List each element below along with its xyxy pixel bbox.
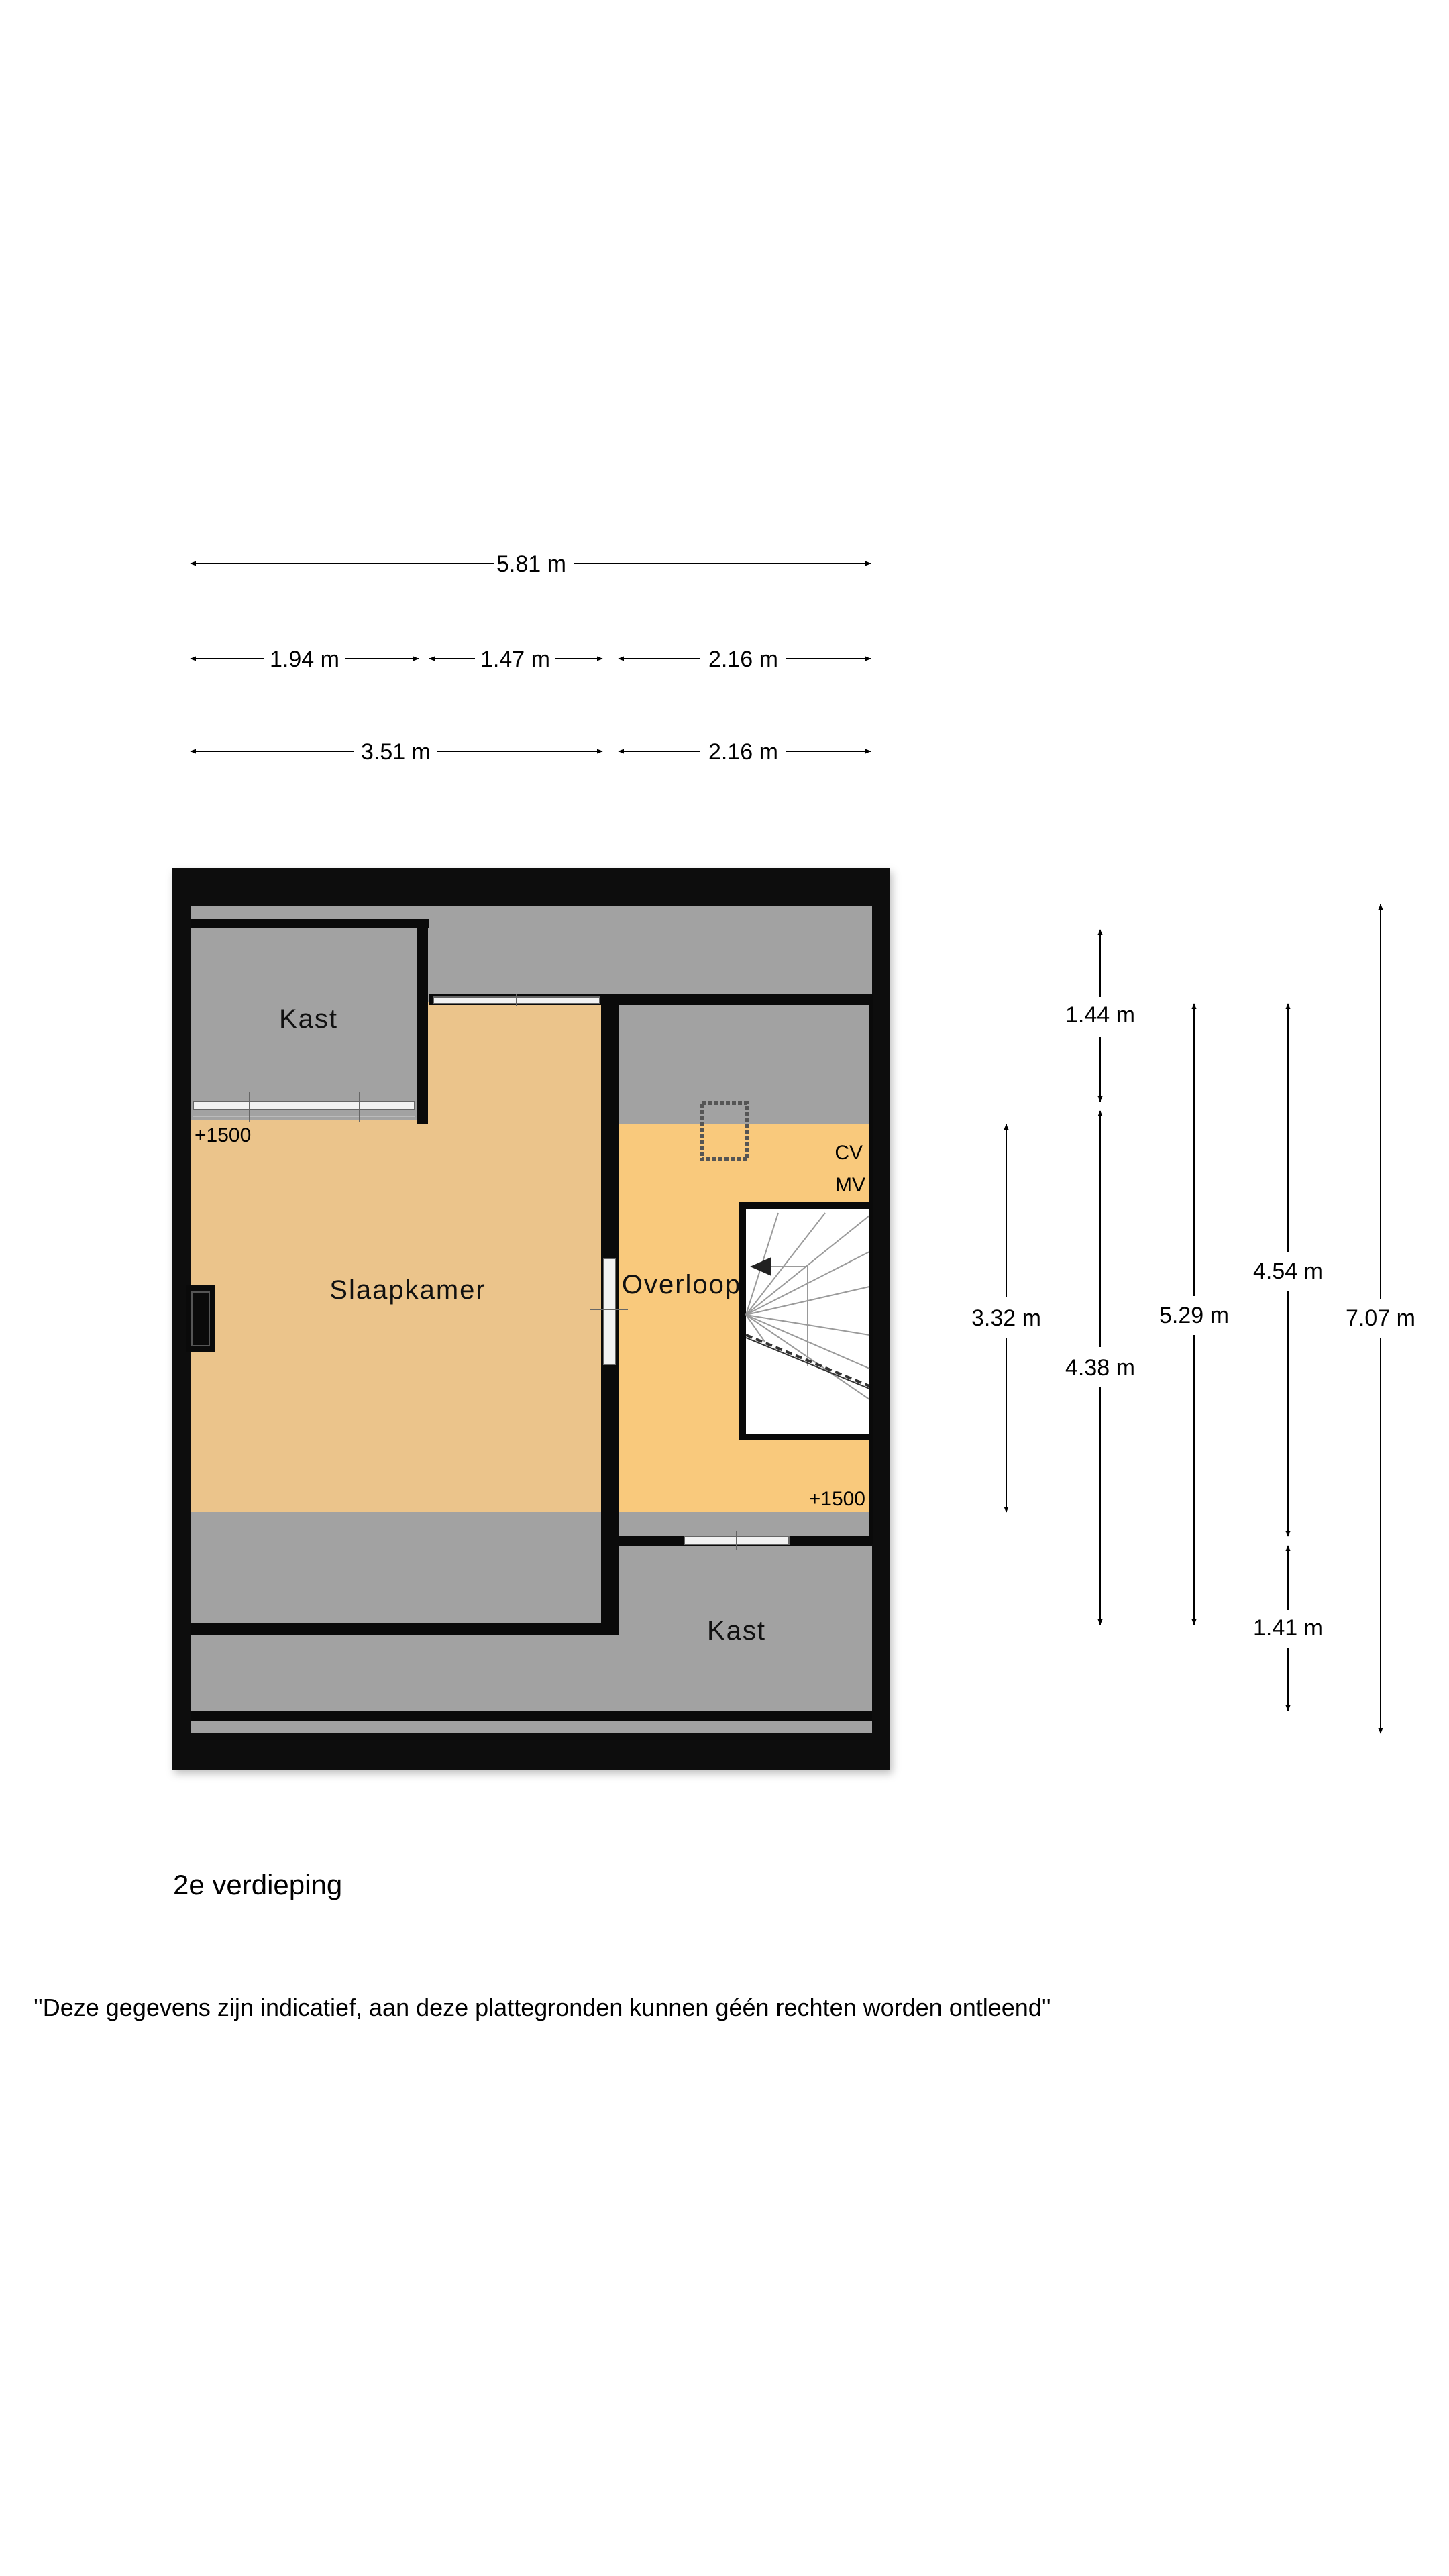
dimension-label: 4.38 m <box>1065 1355 1135 1381</box>
height-annotation-left: +1500 <box>195 1124 252 1146</box>
dimension-total-width <box>191 551 871 577</box>
label-mv: MV <box>835 1174 865 1196</box>
dimension-seg-5 <box>619 739 871 765</box>
eaves-bedroom <box>191 1512 601 1625</box>
floor-label: 2e verdieping <box>173 1869 343 1900</box>
dimension-v-2 <box>1065 1111 1135 1625</box>
wall <box>191 919 429 928</box>
dimension-seg-4 <box>191 739 602 765</box>
dimension-v-4 <box>1159 1004 1229 1625</box>
wall <box>601 994 872 1005</box>
dimension-label: 2.16 m <box>708 739 778 765</box>
radiator-icon <box>186 1285 215 1352</box>
wall <box>191 1623 619 1635</box>
dimension-v-5 <box>1253 1004 1323 1536</box>
vertical-dimensions <box>971 904 1415 1733</box>
dimension-v-7 <box>1346 904 1415 1733</box>
room-label-slaapkamer: Slaapkamer <box>329 1275 486 1305</box>
dimension-label: 1.47 m <box>480 647 550 672</box>
wall <box>417 919 428 1124</box>
horizontal-dimensions <box>191 551 871 765</box>
dimension-label: 4.54 m <box>1253 1258 1323 1284</box>
height-annotation-right: +1500 <box>808 1488 865 1510</box>
dimension-seg-1 <box>191 647 419 672</box>
dimension-v-1 <box>1065 930 1135 1102</box>
dimension-seg-2 <box>429 647 602 672</box>
dimension-label: 5.81 m <box>496 551 566 577</box>
dimension-label: 5.29 m <box>1159 1303 1229 1328</box>
dimension-label: 2.16 m <box>708 647 778 672</box>
eaves-landing <box>619 1004 871 1124</box>
floor-plan-body <box>172 868 890 1770</box>
staircase <box>739 1202 871 1440</box>
room-label-kast-bottom: Kast <box>706 1616 767 1646</box>
dimension-seg-3 <box>619 647 871 672</box>
wall <box>191 1711 872 1721</box>
disclaimer-text: ''Deze gegevens zijn indicatief, aan deze plattegronden kunnen géén rechten worden ontleend'' <box>34 1994 1051 2021</box>
dimension-label: 3.51 m <box>361 739 431 765</box>
dimension-label: 3.32 m <box>971 1305 1041 1331</box>
dimension-label: 1.94 m <box>270 647 339 672</box>
eaves-strip <box>191 1721 872 1733</box>
dimension-v-3 <box>971 1124 1041 1512</box>
dimension-v-6 <box>1253 1546 1323 1711</box>
room-label-kast-top: Kast <box>278 1004 339 1034</box>
room-label-overloop: Overloop <box>621 1270 742 1299</box>
dimension-label: 1.41 m <box>1253 1615 1323 1641</box>
label-cv: CV <box>835 1142 863 1164</box>
dimension-label: 7.07 m <box>1346 1305 1415 1331</box>
eaves-landing-bottom <box>619 1512 871 1538</box>
dimension-label: 1.44 m <box>1065 1002 1135 1028</box>
